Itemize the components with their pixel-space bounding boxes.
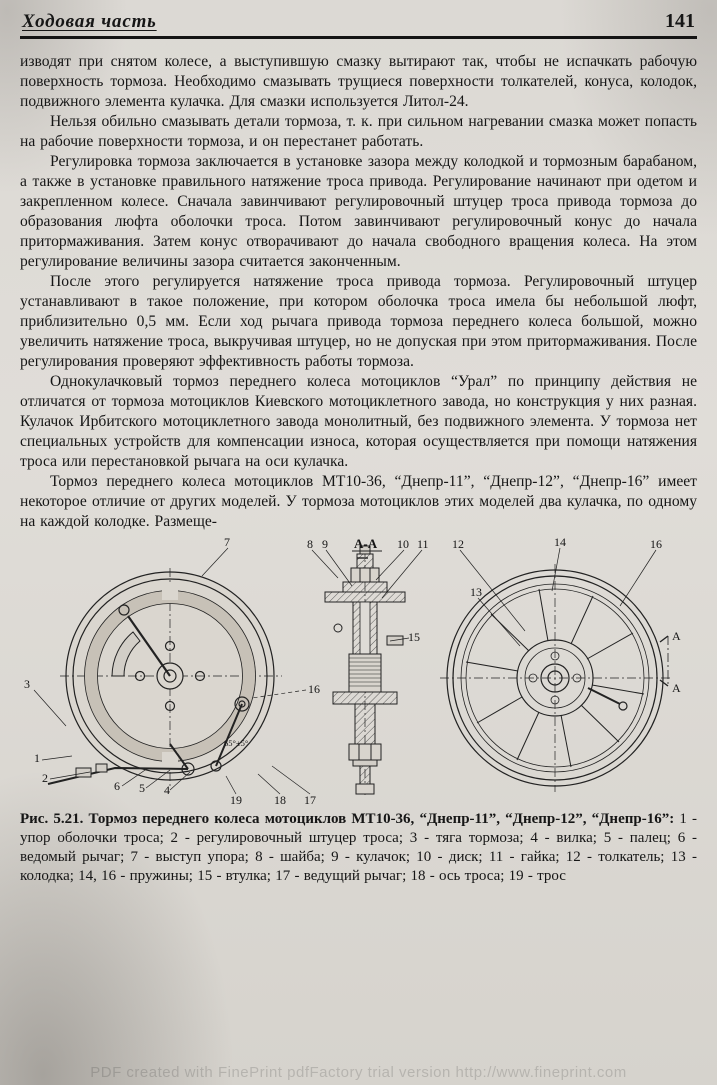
paragraph-5: Однокулачковый тормоз переднего колеса мотоциклов “Урал” по принципу действия не отличатся от тормоза мотоциклов Киевского мотоциклетного завода, но конструкция у них разная. Кулачок Ирбитского мотоциклетного завода монолитный, без подвижного элемента. У тормоза нет специальных устройств для компенсации износа, которая осуществляется при помощи натяжения троса или перестановкой рычага на оси кулачка. <box>20 373 697 470</box>
brake-plate-drawing <box>48 568 282 786</box>
caption-parts: 1 - упор оболочки троса; 2 - регулировочный штуцер троса; 3 - тяга тормоза; 4 - вилка; 5 - палец; 6 - ведомый рычаг; 7 - выступ упора; 8 - шайба; 9 - кулачок; 10 - диск; 11 - гайка; 12 - толкатель; 13 - колодка; 14, 16 - пружины; 15 - втулка; 17 - ведущий рычаг; 18 - ось троса; 19 - трос <box>20 811 698 884</box>
chapter-title: Ходовая часть <box>22 11 157 32</box>
paragraph-1: изводят при снятом колесе, а выступившую смазку вытирают так, чтобы не испачкать рабочую поверхность тормоза. Необходимо смазывать трущиеся поверхности толкателей, конуса, колодок, подвижного элемента кулачка. Для смазки используется Литол-24. <box>20 53 697 110</box>
hub-section-drawing <box>325 546 405 798</box>
callout-13: 13 <box>470 585 482 599</box>
callout-8: 8 <box>307 537 313 551</box>
view-label-a-top: А <box>672 629 681 643</box>
callout-1: 1 <box>34 751 40 765</box>
page-number: 141 <box>665 10 695 32</box>
callout-17: 17 <box>304 793 316 807</box>
callout-6: 6 <box>114 779 120 793</box>
callout-10: 10 <box>397 537 409 551</box>
brake-diagram <box>20 536 697 808</box>
watermark-text: PDF created with FinePrint pdfFactory trial version http://www.fineprint.com <box>90 1064 627 1081</box>
paragraph-6: Тормоз переднего колеса мотоциклов МТ10-36, “Днепр-11”, “Днепр-12”, “Днепр-16” имеет некоторое отличие от других моделей. У тормоза мотоциклов этих моделей два кулачка, по одному на каждой колодке. Размеще- <box>20 473 697 530</box>
callout-5: 5 <box>139 781 145 795</box>
callout-14: 14 <box>554 536 566 549</box>
callout-18: 18 <box>274 793 286 807</box>
figure-caption <box>20 810 697 886</box>
paragraph-4: После этого регулируется натяжение троса привода тормоза. Регулировочный штуцер устанавливают в такое положение, при котором оболочка троса имела бы небольшой люфт, приблизительно 0,5 мм. Если ход рычага привода тормоза переднего колеса большой, можно увеличить натяжение троса, выкручивая штуцер, но не допуская при этом притормаживания. После регулирования проверяют эффективность работы тормоза. <box>20 273 697 370</box>
callout-12: 12 <box>452 537 464 551</box>
paragraph-2: Нельзя обильно смазывать детали тормоза, т. к. при сильном нагревании смазка может попасть на рабочие поверхности тормоза, и он перестанет работать. <box>20 113 697 150</box>
page-header <box>20 8 697 39</box>
body-text <box>20 52 697 532</box>
paragraph-3: Регулировка тормоза заключается в установке зазора между колодкой и тормозным барабаном, а также в установке правильного натяжение троса привода. Регулирование начинают при одетом и закрепленном колесе. Сначала завинчивают регулировочный штуцер троса привода тормоза до образования люфта оболочки троса. Потом завинчивают регулировочный конус до начала притормаживания. Затем конус отворачивают до начала свободного вращения колеса. На этом регулирование величины зазора считается законченным. <box>20 153 697 270</box>
figure-5-21 <box>20 536 697 886</box>
callout-15: 15 <box>408 630 420 644</box>
section-label: А-А <box>354 536 378 551</box>
callout-16-wheel: 16 <box>650 537 662 551</box>
callout-11: 11 <box>417 537 429 551</box>
callout-19: 19 <box>230 793 242 807</box>
callout-9: 9 <box>322 537 328 551</box>
callout-3: 3 <box>24 677 30 691</box>
callout-7: 7 <box>224 536 230 549</box>
callout-2: 2 <box>42 771 48 785</box>
view-label-a-bottom: А <box>672 681 681 695</box>
angle-label: 65°±5° <box>224 738 249 748</box>
caption-title: Рис. 5.21. Тормоз переднего колеса мотоциклов МТ10-36, “Днепр-11”, “Днепр-12”, “Днепр-16”: <box>20 811 675 827</box>
callout-4: 4 <box>164 783 170 797</box>
callout-16-plate: 16 <box>308 682 320 696</box>
